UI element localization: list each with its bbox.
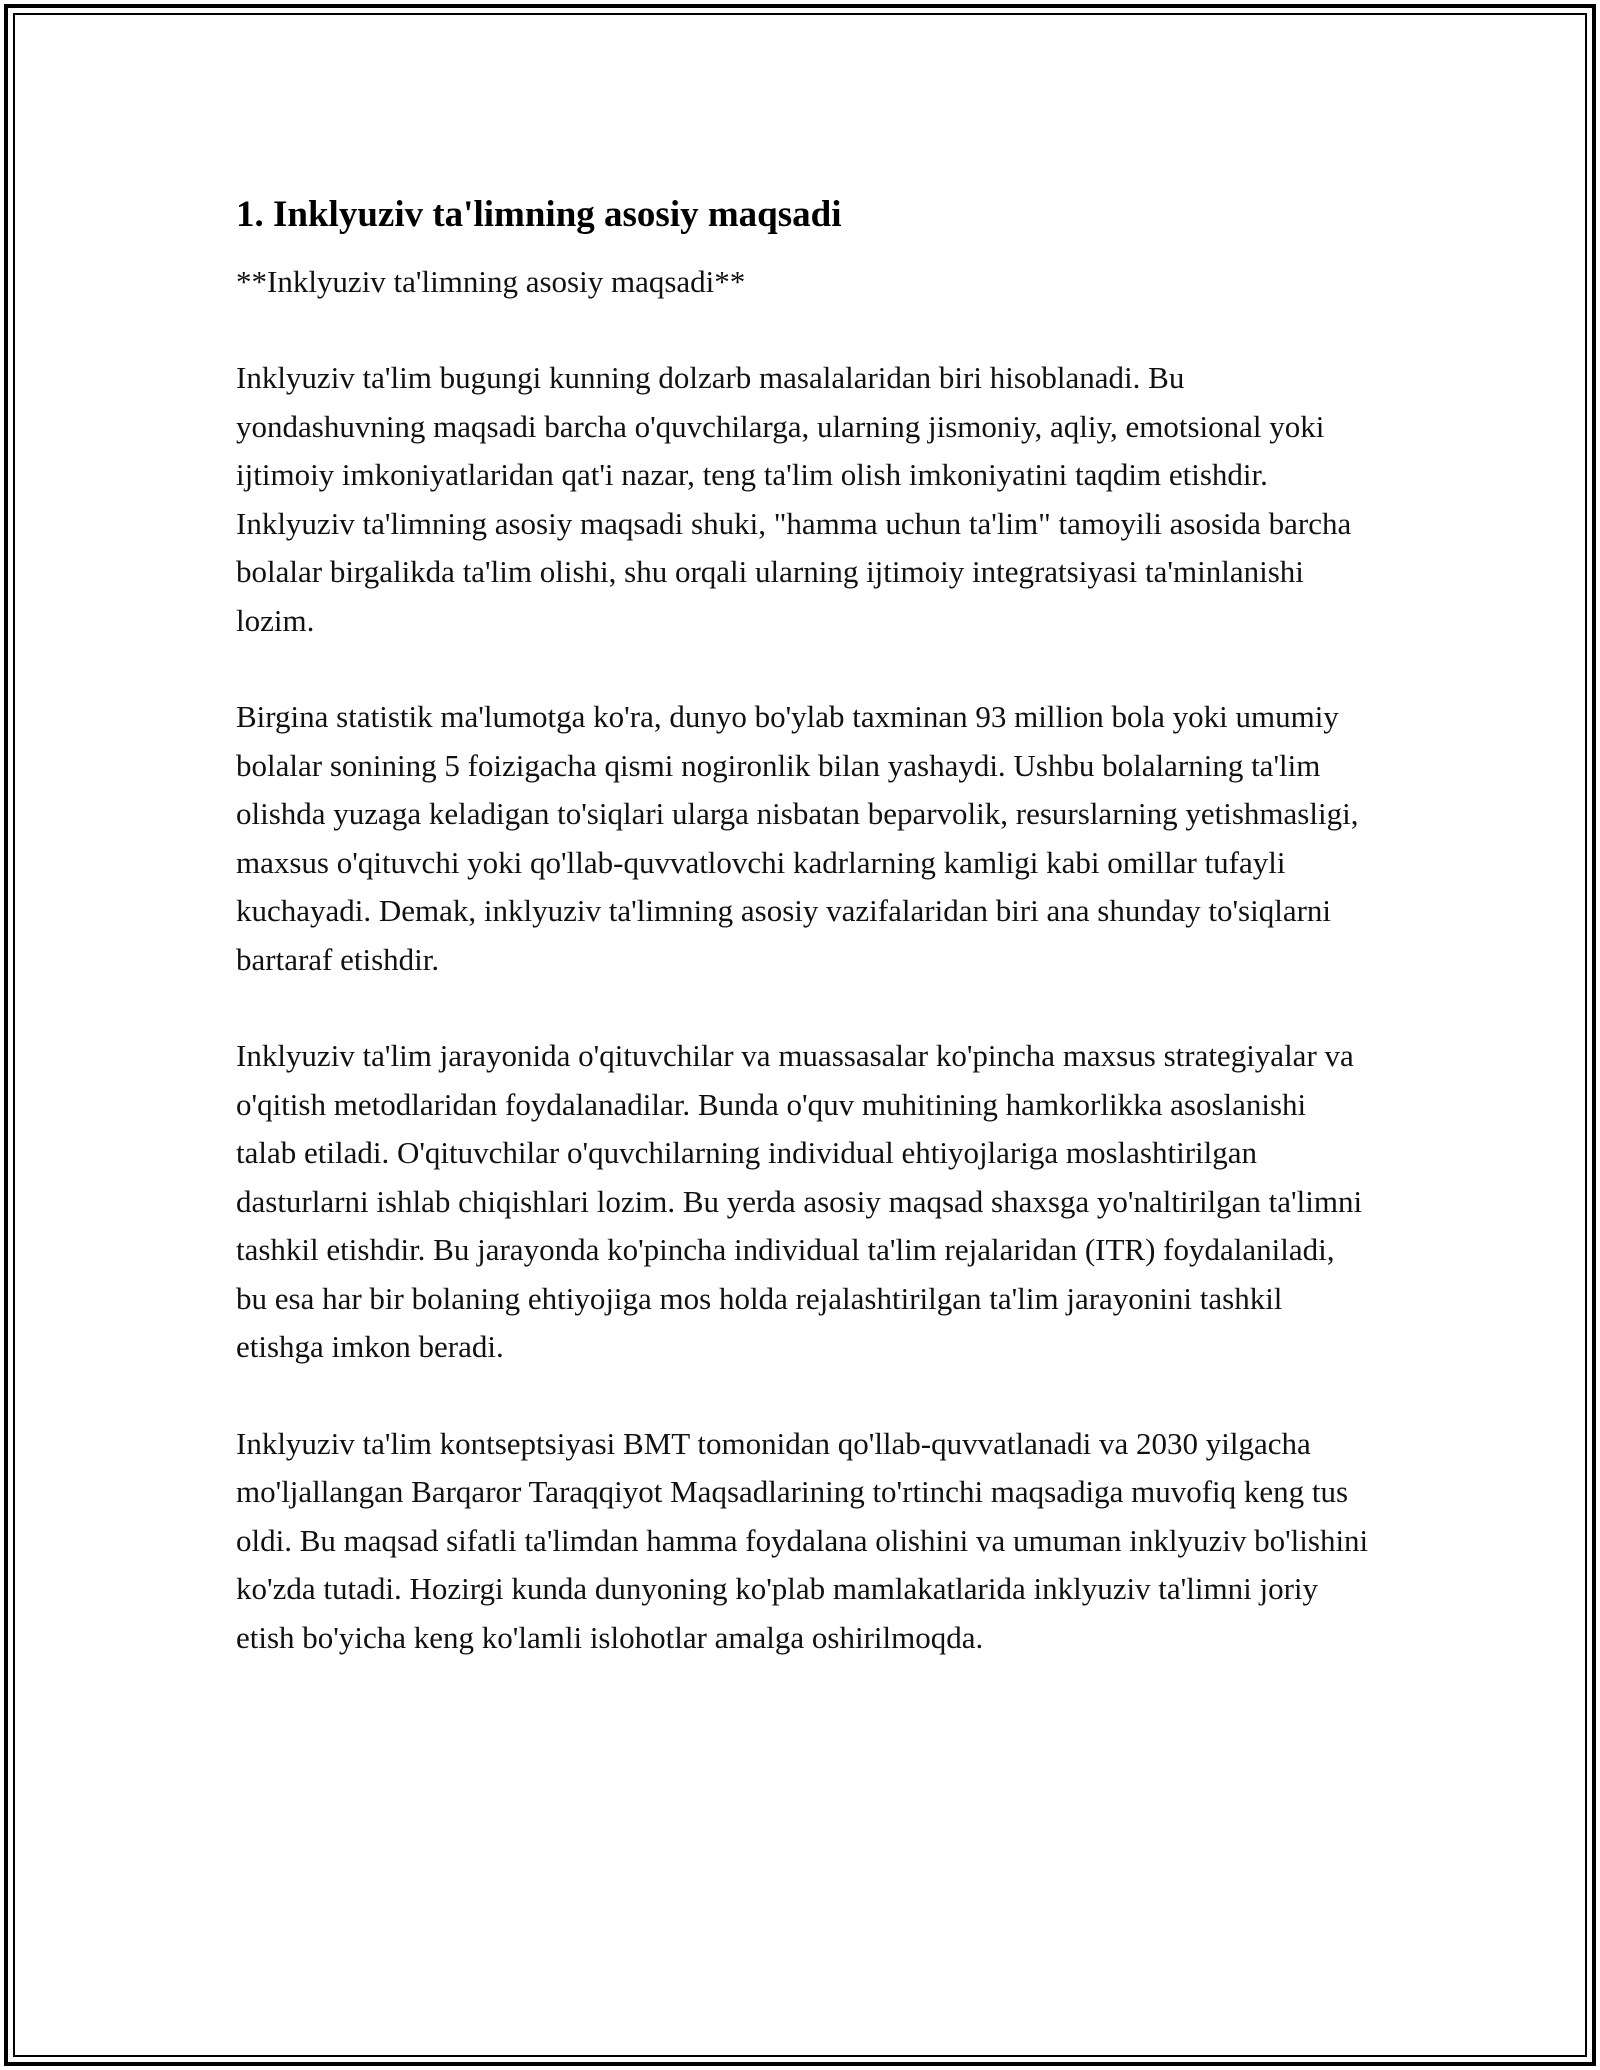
section-subtitle: **Inklyuziv ta'limning asosiy maqsadi** xyxy=(236,264,746,299)
paragraph-3: Inklyuziv ta'lim jarayonida o'qituvchilar va muassasalar ko'pincha maxsus strategiyalar va o'qitish metodlaridan foydalanadilar. Bunda o'quv muhitining hamkorlikka asoslanishi talab etiladi. O'qituvchilar o'quvchilarning individual ehtiyojlariga moslashtirilgan dasturlarni ishlab chiqishlari lozim. Bu yerda asosiy maqsad shaxsga yo'naltirilgan ta'limni tashkil etishdir. Bu jarayonda ko'pincha individual ta'lim rejalaridan (ITR) foydalaniladi, bu esa har bir bolaning ehtiyojiga mos holda rejalashtirilgan ta'lim jarayonini tashkil etishga imkon beradi. xyxy=(236,1038,1363,1364)
document-body xyxy=(236,188,1371,1662)
paragraph-1: Inklyuziv ta'lim bugungi kunning dolzarb masalalaridan biri hisoblanadi. Bu yondashuvning maqsadi barcha o'quvchilarga, ularning jismoniy, aqliy, emotsional yoki ijtimoiy imkoniyatlaridan qat'i nazar, teng ta'lim olish imkoniyatini taqdim etishdir. Inklyuziv ta'limning asosiy maqsadi shuki, "hamma uchun ta'lim" tamoyili asosida barcha bolalar birgalikda ta'lim olishi, shu orqali ularning ijtimoiy integratsiyasi ta'minlanishi lozim. xyxy=(236,360,1352,638)
paragraph-4: Inklyuziv ta'lim kontseptsiyasi BMT tomonidan qo'llab-quvvatlanadi va 2030 yilgacha mo'ljallangan Barqaror Taraqqiyot Maqsadlarining to'rtinchi maqsadiga muvofiq keng tus oldi. Bu maqsad sifatli ta'limdan hamma foydalana olishini va umuman inklyuziv bo'lishini ko'zda tutadi. Hozirgi kunda dunyoning ko'plab mamlakatlarida inklyuziv ta'limni joriy etish bo'yicha keng ko'lamli islohotlar amalga oshirilmoqda. xyxy=(236,1425,1369,1655)
section-heading: 1. Inklyuziv ta'limning asosiy maqsadi xyxy=(236,194,842,235)
paragraph-2: Birgina statistik ma'lumotga ko'ra, dunyo bo'ylab taxminan 93 million bola yoki umumiy bolalar sonining 5 foizigacha qismi nogironlik bilan yashaydi. Ushbu bolalarning ta'lim olishda yuzaga keladigan to'siqlari ularga nisbatan beparvolik, resurslarning yetishmasligi, maxsus o'qituvchi yoki qo'llab-quvvatlovchi kadrlarning kamligi kabi omillar tufayli kuchayadi. Demak, inklyuziv ta'limning asosiy vazifalaridan biri ana shunday to'siqlarni bartaraf etishdir. xyxy=(236,699,1359,977)
